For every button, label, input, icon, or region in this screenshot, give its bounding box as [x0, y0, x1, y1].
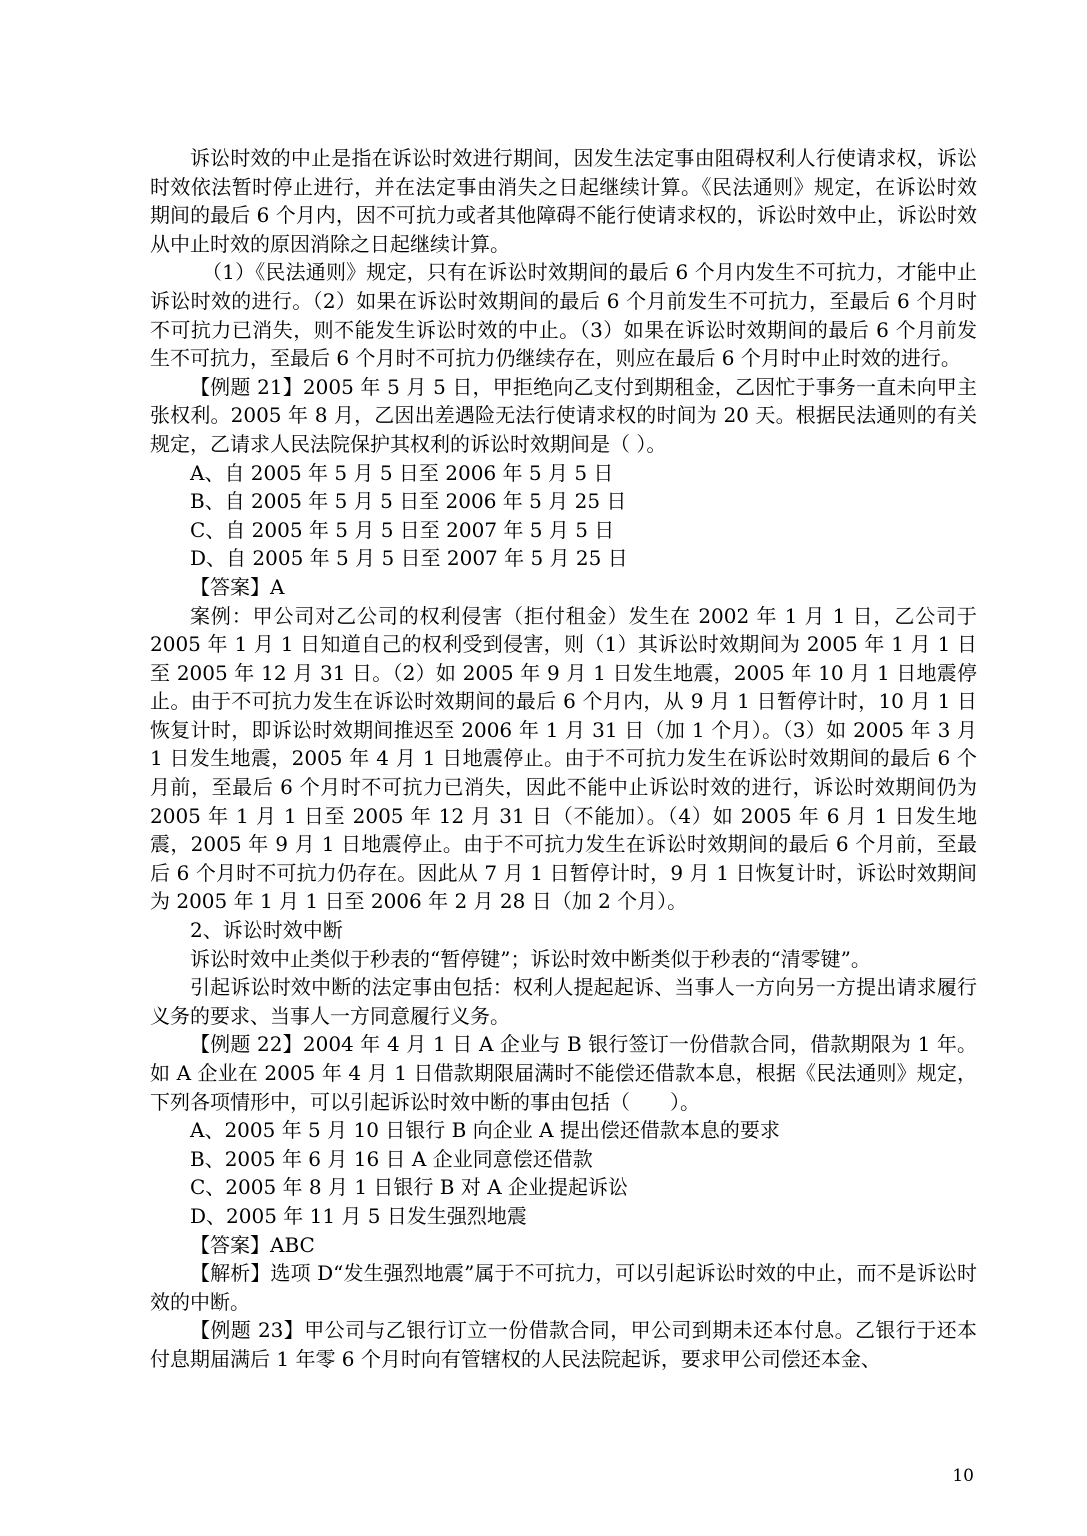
paragraph-example-22-answer: 【答案】ABC: [190, 1232, 315, 1257]
paragraph-case-study: 案例：甲公司对乙公司的权利侵害（拒付租金）发生在 2002 年 1 月 1 日，乙公司于 2005 年 1 月 1 日知道自己的权利受到侵害，则（1）其诉讼时效期间为 2005 年 1 月 1 日至 2005 年 12 月 31 日。（2）如 2005 年 9 月 1 日发生地震，2005 年 10 月 1 日地震停止。由于不可抗力发生在诉讼时效期间的最后 6 个月内，从 9 月 1 日暂停计时，10 月 1 日恢复计时，即诉讼时效期间推迟至 2006 年 1 月 31 日（加 1 个月）。（3）如 2005 年 3 月 1 日发生地震，2005 年 4 月 1 日地震停止。由于不可抗力发生在诉讼时效期间的最后 6 个月前，至最后 6 个月时不可抗力已消失，因此不能中止诉讼时效的进行，诉讼时效期间仍为 2005 年 1 月 1 日至 2005 年 12 月 31 日（不能加）。（4）如 2005 年 6 月 1 日发生地震，2005 年 9 月 1 日地震停止。由于不可抗力发生在诉讼时效期间的最后 6 个月前，至最后 6 个月时不可抗力仍存在。因此从 7 月 1 日暂停计时，9 月 1 日恢复计时，诉讼时效期间为 2005 年 1 月 1 日至 2006 年 2 月 28 日（加 2 个月）。: [150, 603, 977, 914]
paragraph-example-21-option-d: D、自 2005 年 5 月 5 日至 2007 年 5 月 25 日: [190, 546, 628, 571]
paragraph-example-22-option-d: D、2005 年 11 月 5 日发生强烈地震: [190, 1203, 527, 1228]
paragraph-example-21-option-b: B、自 2005 年 5 月 5 日至 2006 年 5 月 25 日: [190, 489, 627, 514]
paragraph-example-22-option-b: B、2005 年 6 月 16 日 A 企业同意偿还借款: [190, 1146, 593, 1171]
paragraph-example-21-option-c: C、自 2005 年 5 月 5 日至 2007 年 5 月 5 日: [190, 517, 615, 542]
paragraph-example-22-question: 【例题 22】2004 年 4 月 1 日 A 企业与 B 银行签订一份借款合同，借款期限为 1 年。如 A 企业在 2005 年 4 月 1 日借款期限届满时不能偿还借款本息，根据《民法通则》规定，下列各项情形中，可以引起诉讼时效中断的事由包括（ ）。: [150, 1032, 977, 1114]
paragraph-example-21-answer: 【答案】A: [190, 574, 285, 599]
body-text: [150, 144, 977, 1374]
section-heading-interruption: 2、诉讼时效中断: [190, 918, 343, 943]
paragraph-example-23-question: 【例题 23】甲公司与乙银行订立一份借款合同，甲公司到期未还本付息。乙银行于还本付息期届满后 1 年零 6 个月时向有管辖权的人民法院起诉，要求甲公司偿还本金、: [150, 1318, 977, 1371]
page-number: 10: [952, 1466, 974, 1486]
paragraph-example-22-option-c: C、2005 年 8 月 1 日银行 B 对 A 企业提起诉讼: [190, 1175, 629, 1200]
paragraph-suspension-definition: 诉讼时效的中止是指在诉讼时效进行期间，因发生法定事由阻碍权利人行使请求权，诉讼时效依法暂时停止进行，并在法定事由消失之日起继续计算。《民法通则》规定，在诉讼时效期间的最后 6 个月内，因不可抗力或者其他障碍不能行使请求权的，诉讼时效中止，诉讼时效从中止时效的原因消除之日起继续计算。: [150, 146, 977, 256]
paragraph-interruption-causes: 引起诉讼时效中断的法定事由包括：权利人提起起诉、当事人一方向另一方提出请求履行义务的要求、当事人一方同意履行义务。: [150, 975, 977, 1028]
paragraph-suspension-rules: （1）《民法通则》规定，只有在诉讼时效期间的最后 6 个月内发生不可抗力，才能中止诉讼时效的进行。（2）如果在诉讼时效期间的最后 6 个月前发生不可抗力，至最后 6 个月时不可抗力已消失，则不能发生诉讼时效的中止。（3）如果在诉讼时效期间的最后 6 个月前发生不可抗力，至最后 6 个月时不可抗力仍继续存在，则应在最后 6 个月时中止时效的进行。: [150, 260, 977, 371]
paragraph-example-21-question: 【例题 21】2005 年 5 月 5 日，甲拒绝向乙支付到期租金，乙因忙于事务一直未向甲主张权利。2005 年 8 月，乙因出差遇险无法行使请求权的时间为 20 天。根据民法通则的有关规定，乙请求人民法院保护其权利的诉讼时效期间是（ ）。: [150, 374, 977, 456]
paragraph-example-22-option-a: A、2005 年 5 月 10 日银行 B 向企业 A 提出偿还借款本息的要求: [190, 1118, 780, 1143]
paragraph-interruption-analogy: 诉讼时效中止类似于秒表的“暂停键”；诉讼时效中断类似于秒表的“清零键”。: [190, 946, 871, 971]
paragraph-example-21-option-a: A、自 2005 年 5 月 5 日至 2006 年 5 月 5 日: [190, 460, 614, 485]
paragraph-example-22-explanation: 【解析】选项 D“发生强烈地震”属于不可抗力，可以引起诉讼时效的中止，而不是诉讼时效的中断。: [150, 1261, 977, 1314]
